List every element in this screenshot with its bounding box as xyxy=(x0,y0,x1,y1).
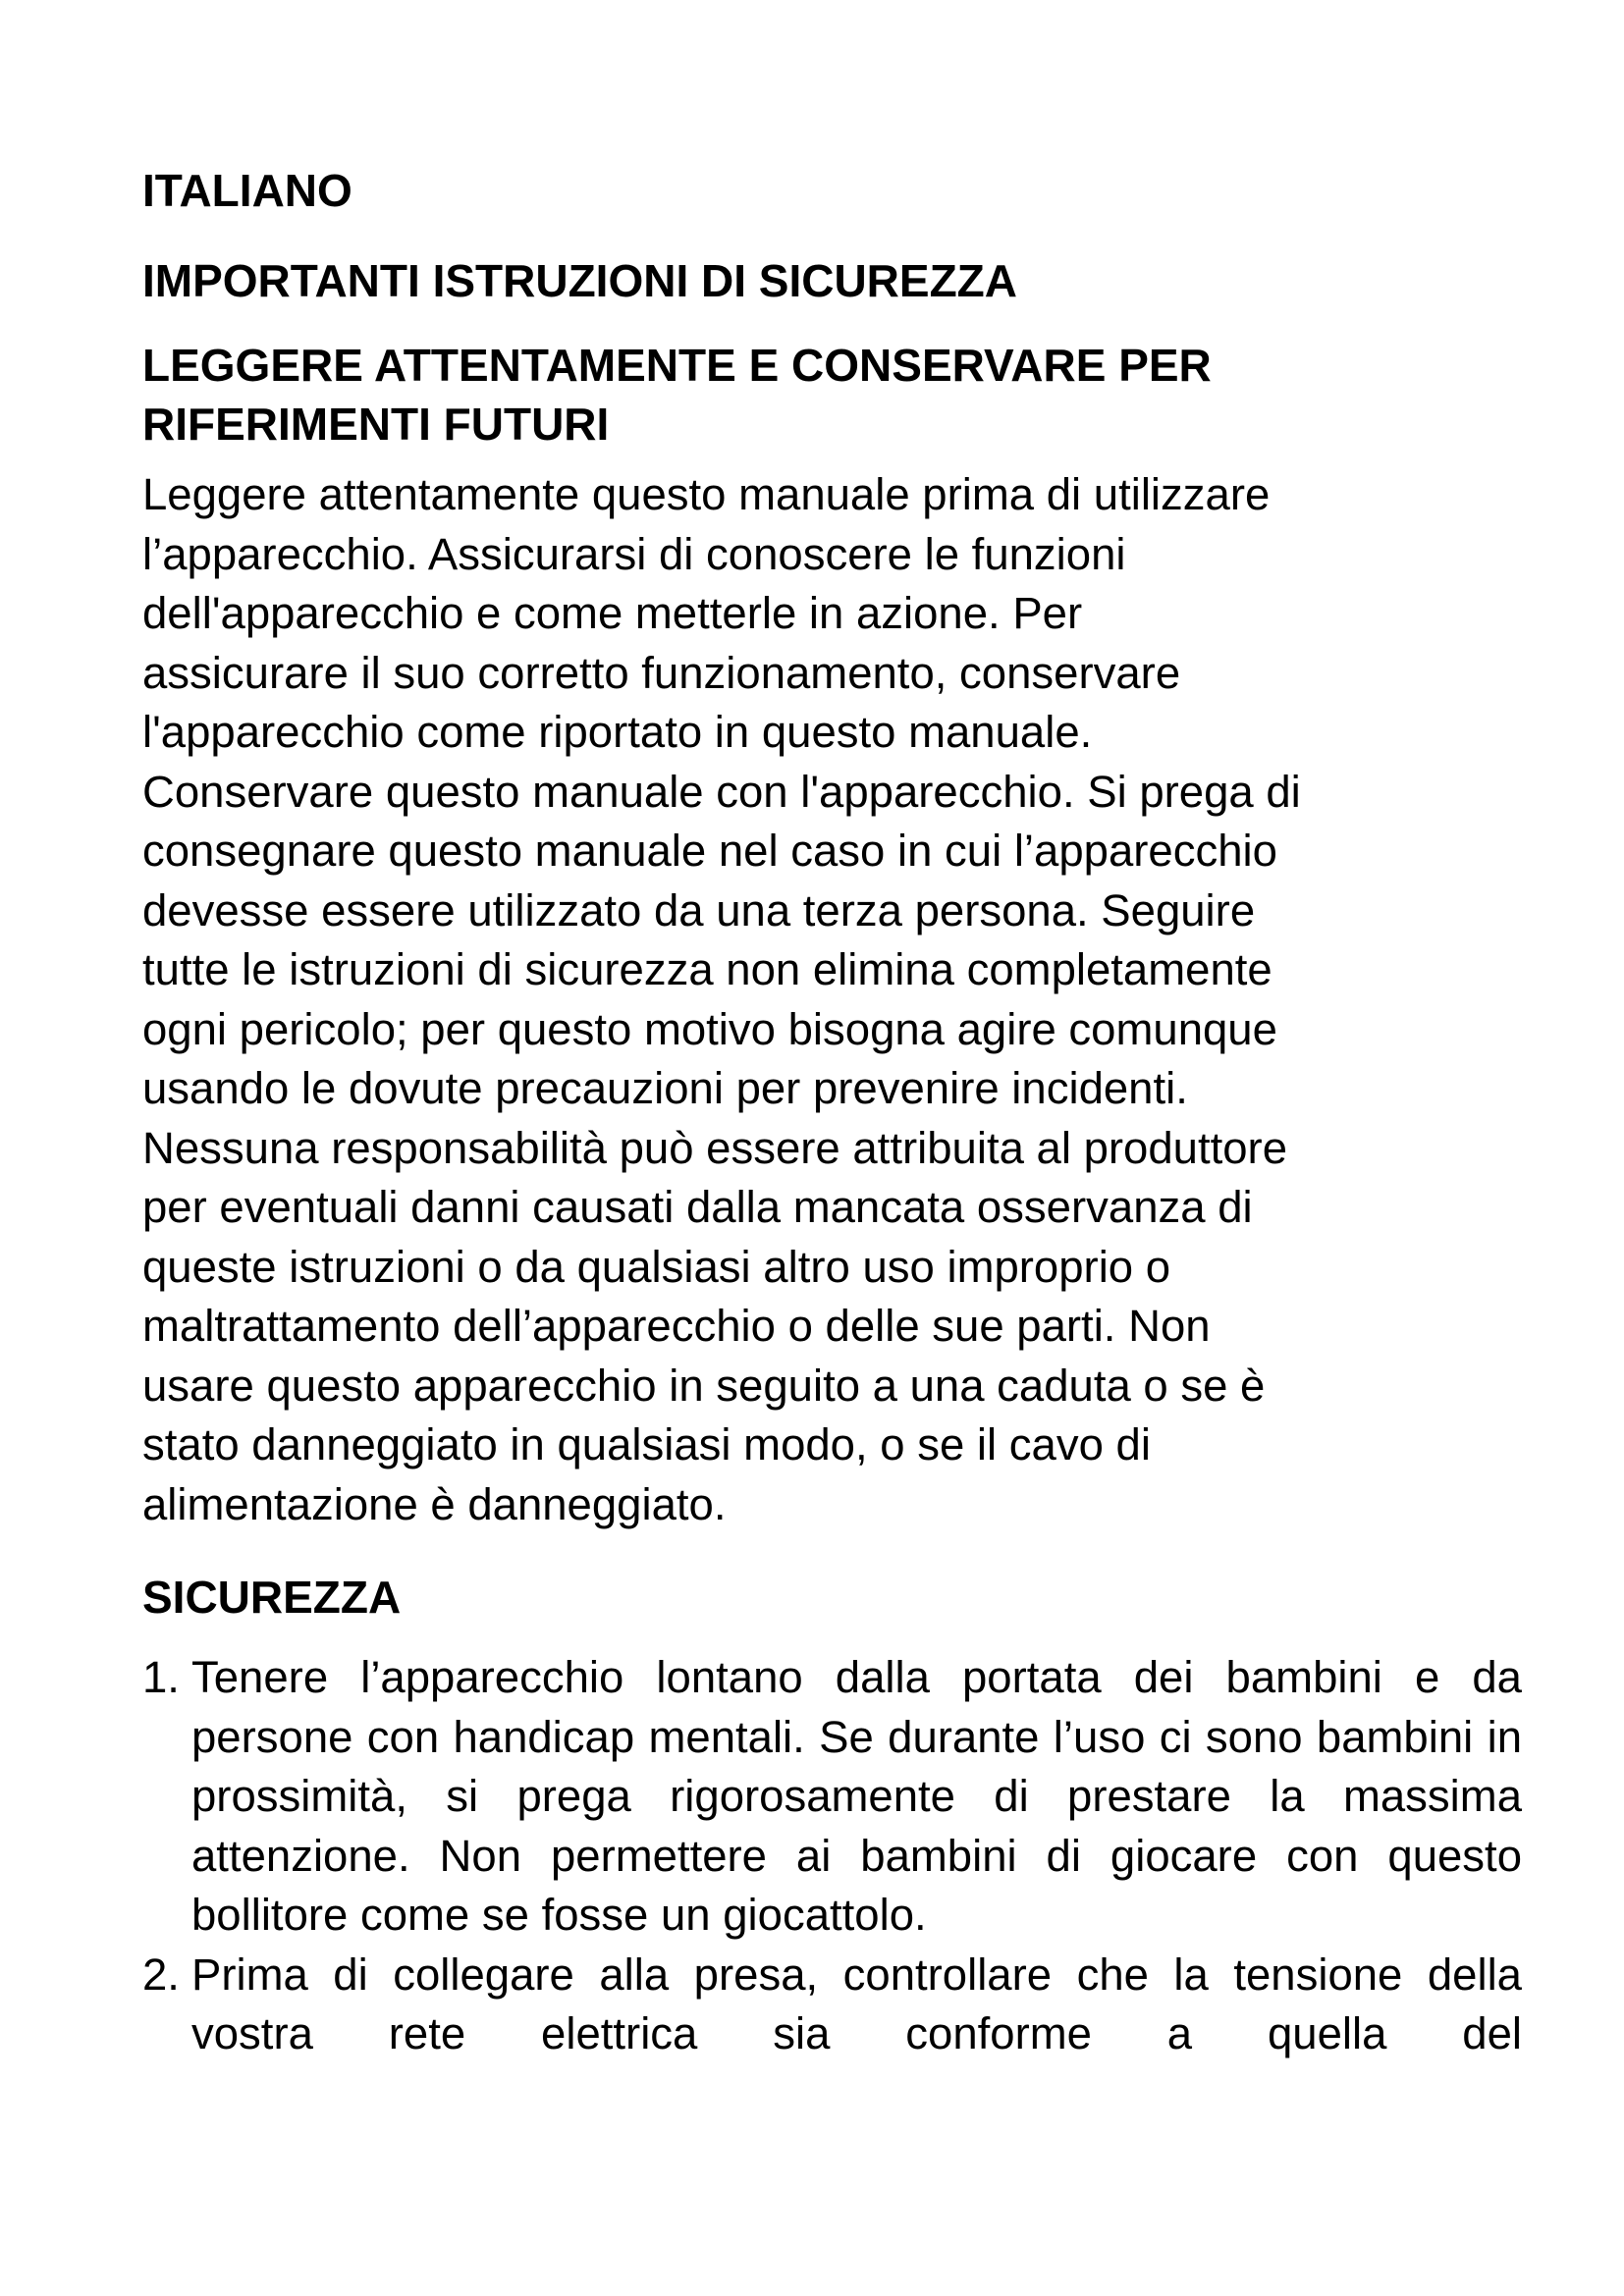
intro-paragraph: Leggere attentamente questo manuale prima di utilizzare l’apparecchio. Assicurarsi di conoscere le funzioni dell'apparecchio e come metterle in azione. Per assicurare il suo corretto funzionamento, conservare l'apparecchio come riportato in questo manuale. Conservare questo manuale con l'apparecchio. Si prega di consegnare questo manuale nel caso in cui l’apparecchio devesse essere utilizzato da una terza persona. Seguire tutte le istruzioni di sicurezza non elimina completamente ogni pericolo; per questo motivo bisogna agire comunque usando le dovute precauzioni per prevenire incidenti. Nessuna responsabilità può essere attribuita al produttore per eventuali danni causati dalla mancata osservanza di queste istruzioni o da qualsiasi altro uso improprio o maltrattamento dell’apparecchio o delle sue parti. Non usare questo apparecchio in seguito a una caduta o se è stato danneggiato in qualsiasi modo, o se il cavo di alimentazione è danneggiato. xyxy=(142,469,1301,1529)
language-heading: ITALIANO xyxy=(142,165,352,216)
manual-page xyxy=(142,161,1522,2064)
safety-item-number: 1. xyxy=(142,1652,180,1702)
safety-item-text: Tenere l’apparecchio lontano dalla portata dei bambini e da persone con handicap mentali. Se durante l’uso ci sono bambini in prossimità, si prega rigorosamente di prestare la massima attenzione. Non permettere ai bambini di giocare con questo bollitore come se fosse un giocattolo. xyxy=(191,1652,1522,1940)
safety-item xyxy=(142,1648,1522,1946)
safety-list xyxy=(142,1648,1522,2064)
section-heading: IMPORTANTI ISTRUZIONI DI SICUREZZA xyxy=(142,255,1018,306)
safety-item xyxy=(142,1946,1522,2064)
safety-heading: SICUREZZA xyxy=(142,1572,402,1623)
safety-item-text: Prima di collegare alla presa, controllare che la tensione della vostra rete elettrica sia conforme a quella del xyxy=(191,1949,1522,2058)
main-heading: LEGGERE ATTENTAMENTE E CONSERVARE PER RIFERIMENTI FUTURI xyxy=(142,340,1212,450)
safety-item-number: 2. xyxy=(142,1949,180,2000)
